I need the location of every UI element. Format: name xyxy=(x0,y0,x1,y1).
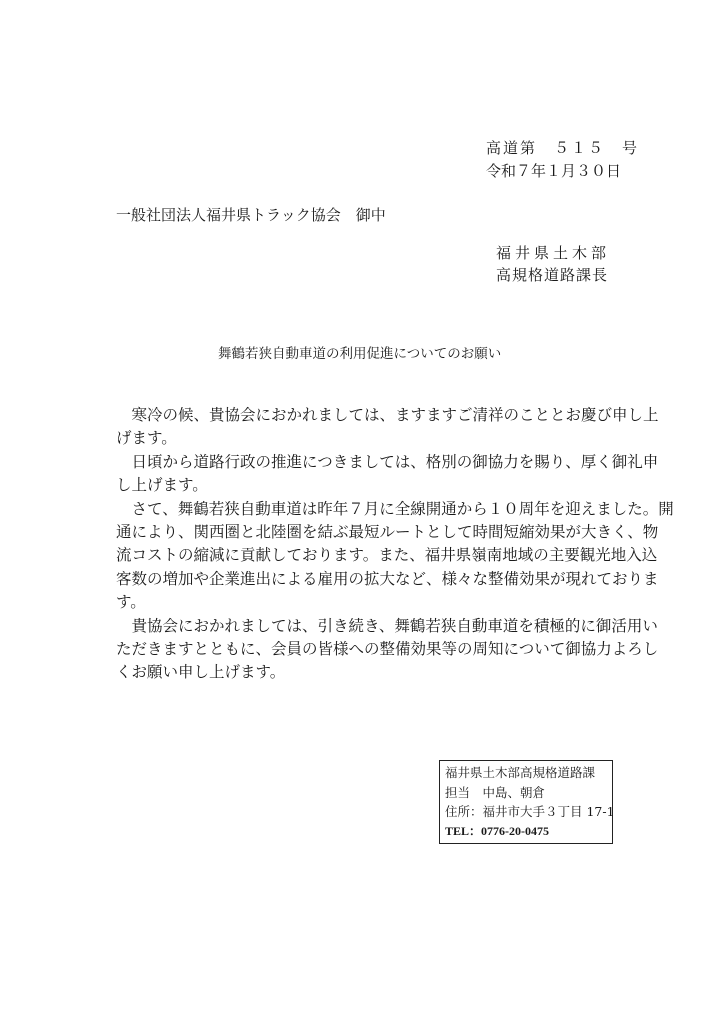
body-line: げます。 xyxy=(116,429,177,448)
sender-department: 福井県土木部 xyxy=(496,244,611,262)
body-line: し上げます。 xyxy=(116,476,208,495)
body-line: くお願い申し上げます。 xyxy=(116,663,286,682)
contact-staff: 担当 中島、朝倉 xyxy=(445,784,546,800)
body-line: 客数の増加や企業進出による雇用の拡大など、様々な整備効果が現れておりま xyxy=(116,569,659,588)
contact-tel: TEL：0776-20-0475 xyxy=(445,823,550,838)
body-line: ただきますとともに、会員の皆様への整備効果等の周知について御協力よろし xyxy=(116,639,659,658)
addressee: 一般社団法人福井県トラック協会 御中 xyxy=(116,206,386,224)
contact-box xyxy=(439,760,613,844)
sender-title: 高規格道路課長 xyxy=(496,266,609,284)
body-line: 流コストの縮減に貢献しております。また、福井県嶺南地域の主要観光地入込 xyxy=(116,546,658,565)
body-line: 日頃から道路行政の推進につきましては、格別の御協力を賜り、厚く御礼申 xyxy=(116,452,659,471)
body-line: さて、舞鶴若狭自動車道は昨年７月に全線開通から１０周年を迎えました。開 xyxy=(116,499,674,518)
body-line: 貴協会におかれましては、引き続き、舞鶴若狭自動車道を積極的に御活用い xyxy=(116,616,658,635)
letter-body xyxy=(116,404,674,685)
contact-address: 住所：福井市大手３丁目 17-1 xyxy=(445,804,615,820)
document-number: 高道第 ５１５ 号 xyxy=(486,139,640,157)
body-line: す。 xyxy=(116,593,146,612)
contact-office: 福井県土木部高規格道路課 xyxy=(445,765,596,780)
body-line: 通により、関西圏と北陸圏を結ぶ最短ルートとして時間短縮効果が大きく、物 xyxy=(116,522,659,541)
document-subject: 舞鶴若狭自動車道の利用促進についてのお願い xyxy=(218,346,502,362)
document-date: 令和７年１月３０日 xyxy=(486,162,622,180)
body-line: 寒冷の候、貴協会におかれましては、ますますご清祥のこととお慶び申し上 xyxy=(116,406,659,424)
